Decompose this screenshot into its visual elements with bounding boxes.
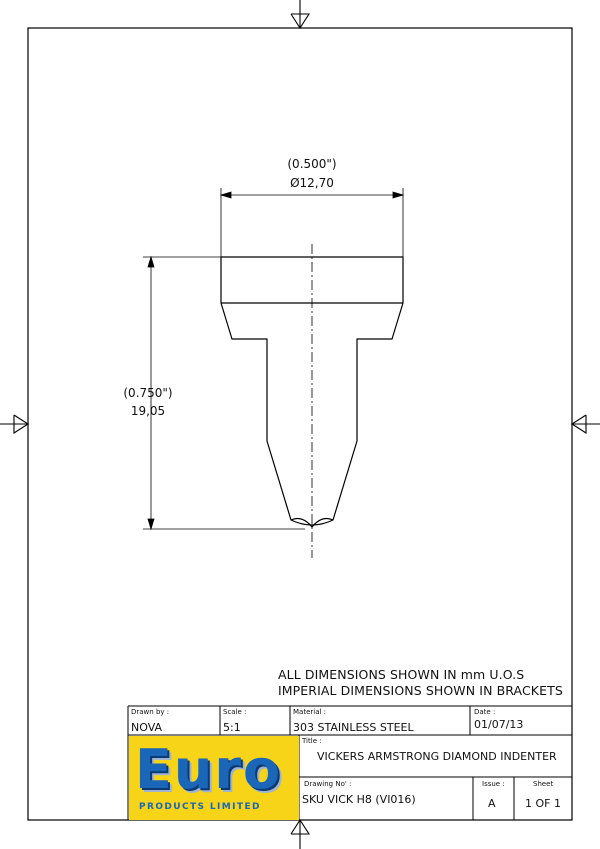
centering-mark-right	[572, 415, 600, 433]
scale-label: Scale :	[223, 708, 247, 716]
drawing-no-value: SKU VICK H8 (VI016)	[302, 793, 416, 806]
material-label: Material :	[293, 708, 327, 716]
drawn-by-value: NOVA	[131, 721, 163, 734]
sheet-label: Sheet	[533, 780, 554, 788]
sheet-border	[28, 28, 572, 820]
drawing-title: VICKERS ARMSTRONG DIAMOND INDENTER	[317, 750, 557, 763]
title-label: Title :	[302, 737, 322, 745]
centering-mark-left	[0, 415, 28, 433]
issue-value: A	[488, 797, 496, 810]
width-dimension-imperial: (0.500")	[287, 157, 337, 171]
date-value: 01/07/13	[474, 718, 524, 731]
centering-mark-bottom	[291, 820, 309, 849]
logo-subtitle: PRODUCTS LIMITED	[139, 802, 261, 812]
height-dimension-imperial: (0.750")	[123, 386, 173, 400]
material-value: 303 STAINLESS STEEL	[293, 721, 414, 734]
height-dimension-metric: 19,05	[130, 404, 166, 418]
logo-word: Euro	[135, 738, 283, 801]
scale-value: 5:1	[223, 721, 241, 734]
company-logo	[129, 736, 299, 820]
centering-mark-top	[291, 0, 309, 28]
width-dimension-metric: Ø12,70	[290, 176, 334, 190]
issue-label: Issue :	[482, 780, 505, 788]
drawing-no-label: Drawing No' :	[304, 780, 352, 788]
date-label: Date :	[474, 708, 496, 716]
note-imperial: IMPERIAL DIMENSIONS SHOWN IN BRACKETS	[278, 683, 563, 698]
drawn-by-label: Drawn by :	[131, 708, 170, 716]
note-units: ALL DIMENSIONS SHOWN IN mm U.O.S	[278, 667, 525, 682]
sheet-value: 1 OF 1	[525, 797, 561, 810]
